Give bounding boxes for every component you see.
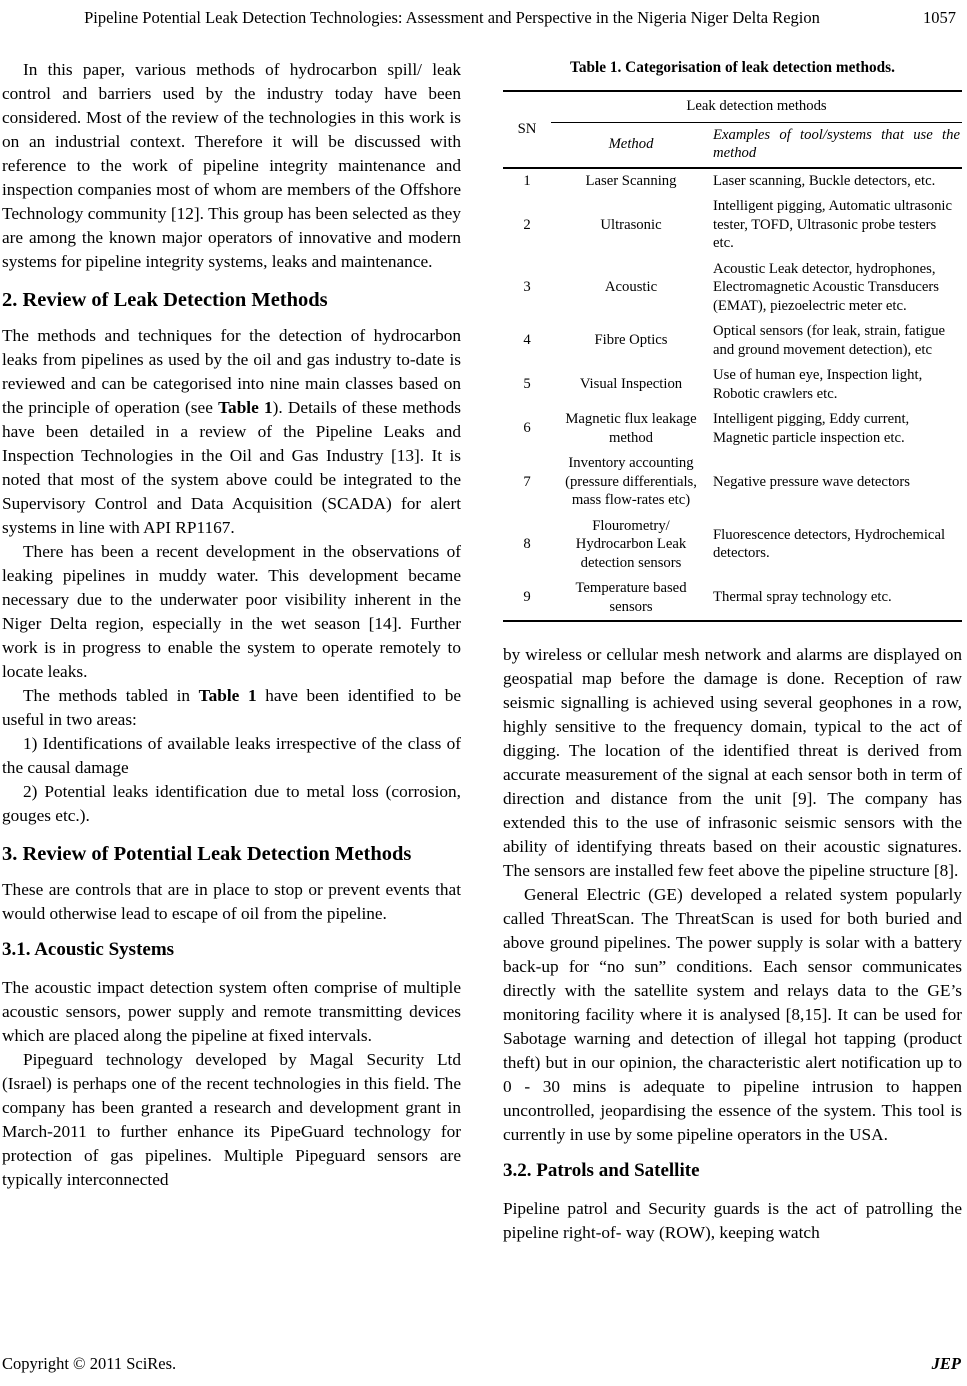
table-row xyxy=(503,194,962,257)
table-row xyxy=(503,257,962,320)
table-row xyxy=(503,514,962,577)
page-footer xyxy=(2,1354,961,1374)
right-column-text xyxy=(503,643,962,1245)
right-column xyxy=(503,58,962,1245)
table-row xyxy=(503,363,962,407)
text-run: by wireless or cellular mesh network and alarms are displayed on geospatial map before the damage is done. Reception of raw seismic signalling is achieved using several geophones in a row, highly sensitive to the frequency domain, typical to the act of digging. The location of the identified threat is derived from accurate measurement of the signal at each sensor both in term of direction and distance from the unit [9]. The company has extended this to the use of infrasonic seismic sensors with the ability of identifying threats based on their acoustic signatures. The sensors are installed few feet above the pipeline structure [8]. xyxy=(503,645,962,880)
row-examples: Intelligent pigging, Automatic ultrasonic tester, TOFD, Ultrasonic probe testers etc. xyxy=(713,198,953,251)
left-paragraph xyxy=(2,732,461,780)
row-sn: 9 xyxy=(523,589,531,606)
two-column-body xyxy=(2,58,962,1245)
left-paragraph xyxy=(2,1048,461,1192)
left-paragraph xyxy=(2,878,461,926)
row-method: Ultrasonic xyxy=(600,216,662,233)
right-section-heading: 3.2. Patrols and Satellite xyxy=(503,1160,700,1181)
table-row xyxy=(503,576,962,621)
running-header xyxy=(2,8,962,34)
page-number: 1057 xyxy=(923,8,956,27)
text-run: Pipeguard technology developed by Magal Security Ltd (Israel) is perhaps one of the recent technologies in this field. The company has been granted a research and development grant in March-2011 to further enhance its PipeGuard technology for protection of gas pipelines. Multiple Pipeguard sensors are typically interconnected xyxy=(2,1050,461,1189)
row-method: Laser Scanning xyxy=(585,172,677,189)
text-run: 1) Identifications of available leaks irrespective of the class of the causal damage xyxy=(2,734,461,777)
row-sn: 8 xyxy=(523,536,531,552)
right-paragraph xyxy=(503,1197,962,1245)
table-group-header: Leak detection methods xyxy=(551,91,962,122)
text-run: The methods tabled in xyxy=(23,686,199,705)
left-paragraph xyxy=(2,976,461,1048)
row-examples: Use of human eye, Inspection light, Robotic crawlers etc. xyxy=(713,367,923,402)
row-sn: 3 xyxy=(523,279,531,295)
text-run: Pipeline patrol and Security guards is the act of patrolling the pipeline right-of- way (ROW), keeping watch xyxy=(503,1199,962,1242)
col-header-examples: Examples of tool/systems that use the method xyxy=(711,122,962,168)
row-method: Fibre Optics xyxy=(594,332,668,349)
bold-text-run: Table 1 xyxy=(198,686,257,705)
table-row xyxy=(503,451,962,514)
right-paragraph xyxy=(503,643,962,883)
row-method: Visual Inspection xyxy=(579,376,683,393)
text-run: The methods and techniques for the detection of hydrocarbon leaks from pipelines as used by the oil and gas industry to-date is reviewed and can be categorised into nine main classes based on the principle of operation (see xyxy=(2,326,461,417)
text-run: General Electric (GE) developed a related system popularly called ThreatScan. The ThreatScan is used for both buried and above ground pipelines. The power supply is solar with a battery back-up for “no sun” conditions. Each sensor communicates directly with the satellite system and relays data to the GE’s monitoring facility where it is analysed [8,15]. It can be used for Sabotage warning and detection of illegal hot tapping (product theft) but in our opinion, the characteristic alert notification up to 0 - 30 mins is adequate to pipeline intrusion to happen uncontrolled, jeopardising the essence of the system. This tool is currently in use by some pipeline operators in the USA. xyxy=(503,885,962,1144)
left-paragraph xyxy=(2,58,461,274)
right-paragraph xyxy=(503,883,962,1147)
leak-table-head xyxy=(503,91,962,168)
col-header-sn: SN xyxy=(503,91,551,168)
bold-text-run: Table 1 xyxy=(218,398,273,417)
row-method: Magnetic flux leakage method xyxy=(565,411,697,446)
text-run: The acoustic impact detection system often comprise of multiple acoustic sensors, power supply and remote transmitting devices which are placed along the pipeline at fixed intervals. xyxy=(2,978,461,1045)
left-section-heading: 2. Review of Leak Detection Methods xyxy=(2,289,328,311)
row-sn: 4 xyxy=(523,332,531,349)
left-section-heading: 3.1. Acoustic Systems xyxy=(2,939,175,960)
row-examples: Laser scanning, Buckle detectors, etc. xyxy=(713,172,936,189)
row-sn: 2 xyxy=(523,216,531,233)
text-run: In this paper, various methods of hydrocarbon spill/ leak control and barriers used by the industry today have been considered. Most of the review of the technologies in this work is on an industrial context. Therefore it will be discussed with reference to the work of pipeline integrity maintenance and inspection companies most of whom are members of the Offshore Technology community [12]. This group has been selected as they are among the known major operators of innovative and modern systems for pipeline integrity systems, leaks and maintenance. xyxy=(2,60,461,271)
text-run: These are controls that are in place to stop or prevent events that would otherwise lead to escape of oil from the pipeline. xyxy=(2,880,461,923)
left-paragraph xyxy=(2,780,461,828)
row-examples: Optical sensors (for leak, strain, fatigue and ground movement detection), etc xyxy=(713,323,946,358)
leak-table-body xyxy=(503,168,962,622)
row-sn: 7 xyxy=(523,473,531,490)
row-examples: Fluorescence detectors, Hydrochemical detectors. xyxy=(713,526,946,562)
row-examples: Intelligent pigging, Eddy current, Magnetic particle inspection etc. xyxy=(713,411,910,446)
leak-detection-table xyxy=(503,90,962,622)
table-row xyxy=(503,168,962,195)
left-paragraph xyxy=(2,684,461,732)
left-paragraph xyxy=(2,540,461,684)
row-examples: Acoustic Leak detector, hydrophones, Electromagnetic Acoustic Transducers (EMAT), piezoelectric meter etc. xyxy=(713,260,939,314)
row-sn: 1 xyxy=(523,172,531,189)
left-column xyxy=(2,58,461,1245)
table-row xyxy=(503,319,962,363)
text-run: ). Details of these methods have been detailed in a review of the Pipeline Leaks and Inspection Technologies in the Oil and Gas Industry [13]. It is noted that most of the system above could be integrated to the Supervisory Control and Data Acquisition (SCADA) for alert systems in line with API RP1167. xyxy=(2,398,461,537)
row-examples: Negative pressure wave detectors xyxy=(713,473,910,490)
text-run: There has been a recent development in the observations of leaking pipelines in muddy water. This development became necessary due to the underwater poor visibility inherent in the Niger Delta region, especially in the wet season [14]. Further work is in progress to enable the system to operate remotely to locate leaks. xyxy=(2,542,461,681)
left-paragraph xyxy=(2,324,461,540)
row-method: Flourometry/ Hydrocarbon Leak detection sensors xyxy=(575,517,687,571)
journal-abbreviation: JEP xyxy=(931,1354,961,1373)
table-row xyxy=(503,407,962,451)
table-caption: Table 1. Categorisation of leak detection methods. xyxy=(570,59,895,76)
row-sn: 6 xyxy=(523,420,531,437)
copyright-note: Copyright © 2011 SciRes. xyxy=(2,1354,177,1373)
row-examples: Thermal spray technology etc. xyxy=(713,589,892,606)
text-run: have been identified to be useful in two areas: xyxy=(2,686,462,729)
row-method: Acoustic xyxy=(604,279,658,295)
row-method: Inventory accounting (pressure differentials, mass flow-rates etc) xyxy=(565,455,697,508)
text-run: 2) Potential leaks identification due to metal loss (corrosion, gouges etc.). xyxy=(2,782,461,825)
row-sn: 5 xyxy=(523,376,531,393)
running-title: Pipeline Potential Leak Detection Technologies: Assessment and Perspective in the Nigeria Niger Delta Region xyxy=(84,8,820,27)
row-method: Temperature based sensors xyxy=(575,580,687,615)
left-section-heading: 3. Review of Potential Leak Detection Methods xyxy=(2,843,412,865)
col-header-method: Method xyxy=(551,122,711,168)
